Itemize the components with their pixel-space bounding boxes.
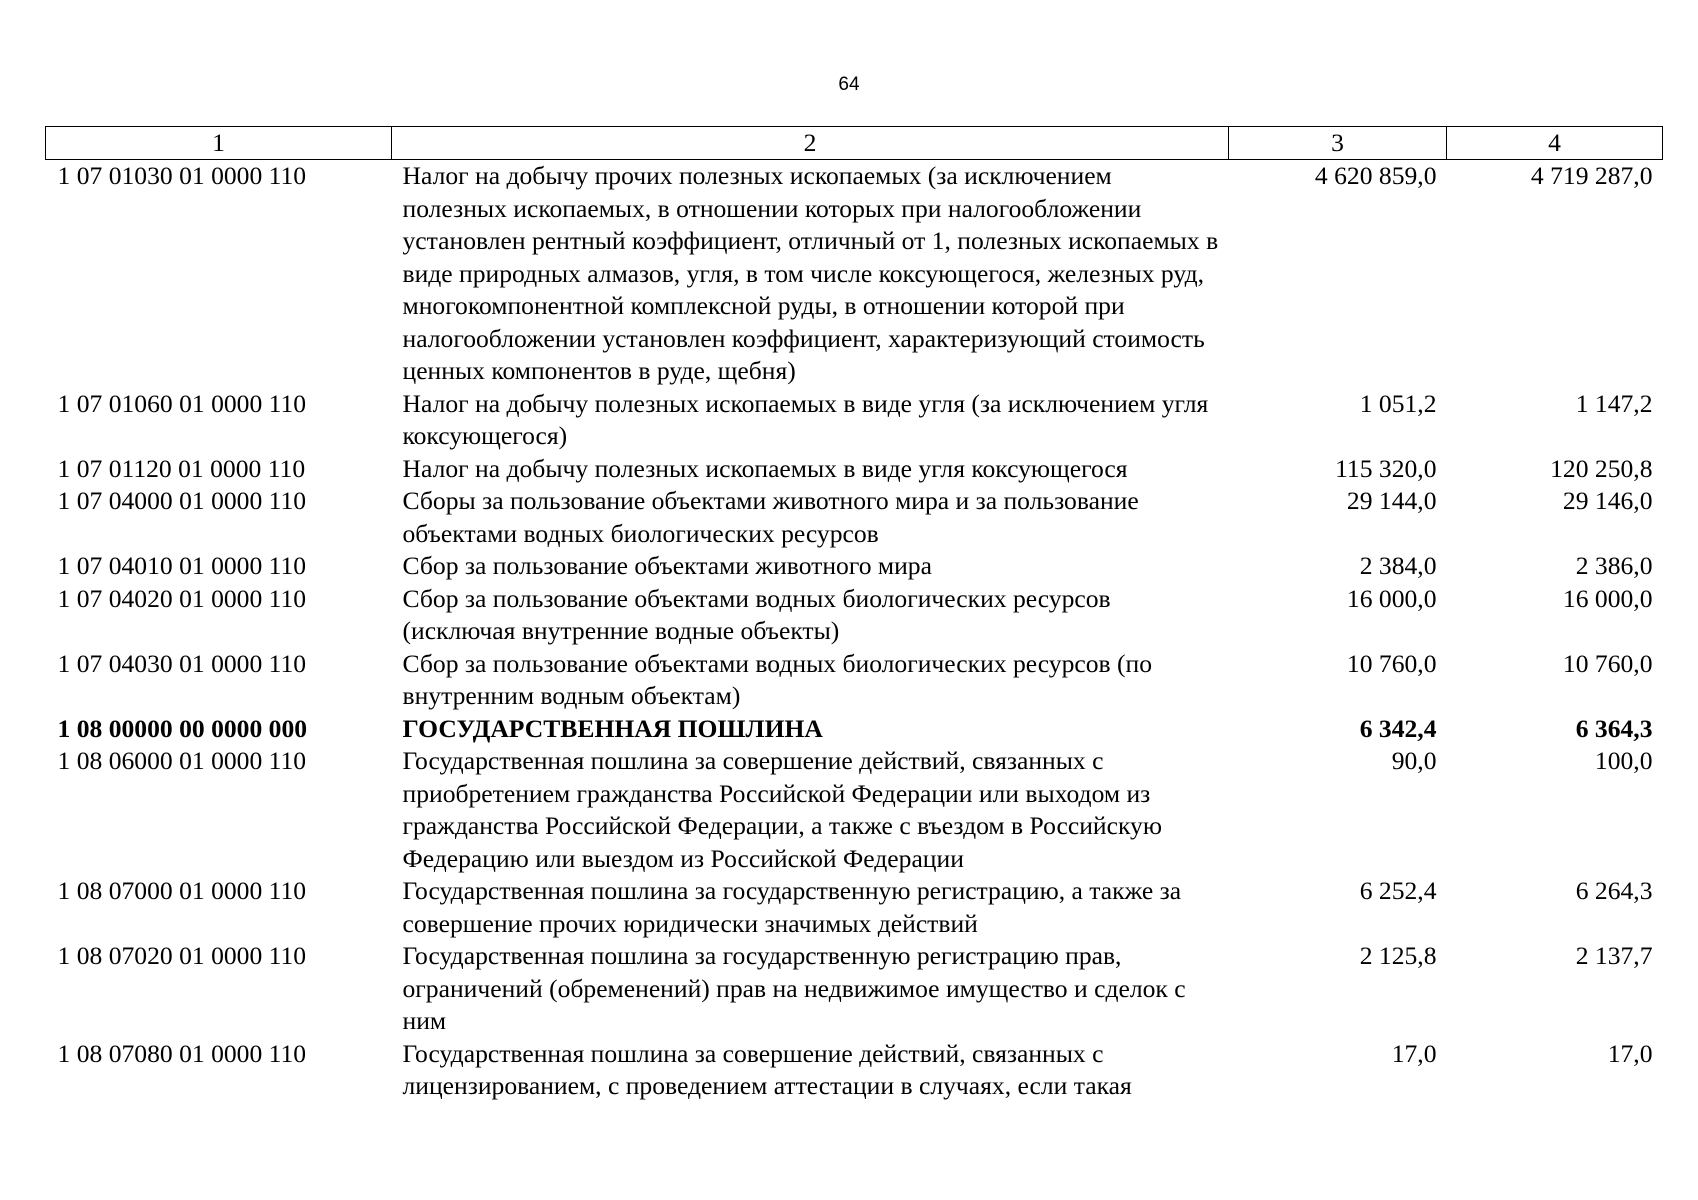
value-col-3: 90,0 bbox=[1391, 746, 1437, 775]
revenue-table bbox=[45, 126, 1663, 1103]
table-row bbox=[46, 875, 1663, 940]
value-col-3: 2 125,8 bbox=[1359, 941, 1437, 970]
revenue-name: Государственная пошлина за совершение действий, связанных с приобретением гражданства Российской Федерации или выходом из гражданства Российской Федерации, а также с въездом в Российскую Федерацию или выездом из Российской Федерации bbox=[402, 746, 1162, 873]
value-col-4: 6 264,3 bbox=[1575, 876, 1653, 905]
table-row bbox=[46, 160, 1663, 388]
header-row bbox=[46, 127, 1663, 160]
budget-code: 1 07 04010 01 0000 110 bbox=[57, 551, 307, 580]
table-row bbox=[46, 550, 1663, 583]
table-row bbox=[46, 388, 1663, 453]
value-col-4: 2 386,0 bbox=[1575, 551, 1653, 580]
header-col-4: 4 bbox=[1447, 127, 1663, 160]
value-col-4: 2 137,7 bbox=[1575, 941, 1653, 970]
table-row bbox=[46, 940, 1663, 1038]
value-col-4: 29 146,0 bbox=[1562, 486, 1653, 515]
table-header bbox=[46, 127, 1663, 160]
revenue-name: Государственная пошлина за государственную регистрацию, а также за совершение прочих юридически значимых действий bbox=[402, 876, 1182, 938]
budget-code: 1 08 07020 01 0000 110 bbox=[57, 941, 307, 970]
value-col-3: 6 342,4 bbox=[1359, 713, 1437, 743]
value-col-3: 6 252,4 bbox=[1359, 876, 1437, 905]
budget-code: 1 07 01030 01 0000 110 bbox=[57, 161, 307, 190]
value-col-3: 4 620 859,0 bbox=[1314, 161, 1437, 190]
table-row bbox=[46, 1038, 1663, 1103]
budget-code: 1 07 04000 01 0000 110 bbox=[57, 486, 307, 515]
budget-code: 1 07 04020 01 0000 110 bbox=[57, 583, 307, 613]
value-col-4: 6 364,3 bbox=[1575, 713, 1653, 743]
value-col-3: 1 051,2 bbox=[1359, 388, 1437, 418]
budget-code: 1 08 07000 01 0000 110 bbox=[57, 876, 307, 905]
revenue-name: Налог на добычу полезных ископаемых в виде угля (за исключением угля коксующегося) bbox=[402, 388, 1209, 450]
table-row bbox=[46, 453, 1663, 486]
revenue-name: ГОСУДАРСТВЕННАЯ ПОШЛИНА bbox=[402, 713, 823, 743]
value-col-4: 17,0 bbox=[1607, 1038, 1653, 1068]
budget-code: 1 07 04030 01 0000 110 bbox=[57, 648, 307, 678]
revenue-name: Сбор за пользование объектами водных биологических ресурсов (исключая внутренние водные объекты) bbox=[402, 583, 1111, 645]
value-col-3: 2 384,0 bbox=[1359, 551, 1437, 580]
value-col-4: 1 147,2 bbox=[1575, 388, 1653, 418]
table-row bbox=[46, 648, 1663, 713]
header-col-2: 2 bbox=[392, 127, 1229, 160]
value-col-3: 17,0 bbox=[1391, 1038, 1437, 1068]
page-number: 64 bbox=[838, 74, 860, 95]
budget-code: 1 07 01120 01 0000 110 bbox=[57, 453, 306, 483]
table-row-section-total bbox=[46, 713, 1663, 746]
header-col-3: 3 bbox=[1229, 127, 1447, 160]
revenue-name: Сбор за пользование объектами водных биологических ресурсов (по внутренним водным объектам) bbox=[402, 648, 1153, 710]
value-col-4: 4 719 287,0 bbox=[1530, 161, 1653, 190]
value-col-3: 10 760,0 bbox=[1346, 648, 1437, 678]
budget-code: 1 08 07080 01 0000 110 bbox=[57, 1038, 307, 1068]
budget-code: 1 08 06000 01 0000 110 bbox=[57, 746, 307, 775]
value-col-4: 10 760,0 bbox=[1562, 648, 1653, 678]
table-row bbox=[46, 485, 1663, 550]
table-row bbox=[46, 583, 1663, 648]
header-col-1: 1 bbox=[46, 127, 392, 160]
value-col-4: 16 000,0 bbox=[1562, 583, 1653, 613]
value-col-4: 100,0 bbox=[1594, 746, 1653, 775]
revenue-name: Государственная пошлина за совершение действий, связанных с лицензированием, с проведением аттестации в случаях, если такая bbox=[402, 1038, 1132, 1100]
revenue-name: Сборы за пользование объектами животного мира и за пользование объектами водных биологических ресурсов bbox=[402, 486, 1139, 548]
table-row bbox=[46, 745, 1663, 875]
budget-code: 1 08 00000 00 0000 000 bbox=[57, 713, 308, 743]
table-body bbox=[46, 160, 1663, 1103]
revenue-name: Налог на добычу полезных ископаемых в виде угля коксующегося bbox=[402, 453, 1128, 483]
value-col-3: 29 144,0 bbox=[1346, 486, 1437, 515]
value-col-4: 120 250,8 bbox=[1550, 453, 1653, 483]
revenue-name: Сбор за пользование объектами животного мира bbox=[402, 551, 932, 580]
value-col-3: 115 320,0 bbox=[1335, 453, 1437, 483]
value-col-3: 16 000,0 bbox=[1346, 583, 1437, 613]
revenue-name: Налог на добычу прочих полезных ископаемых (за исключением полезных ископаемых, в отношении которых при налогообложении установлен рентный коэффициент, отличный от 1, полезных ископаемых в виде природных алмазов, угля, в том числе коксующегося, железных руд, многокомпонентной комплексной руды, в отношении которой при налогообложении установлен коэффициент, характеризующий стоимость ценных компонентов в руде, щебня) bbox=[402, 161, 1219, 385]
budget-code: 1 07 01060 01 0000 110 bbox=[57, 388, 307, 418]
revenue-name: Государственная пошлина за государственную регистрацию прав, ограничений (обременений) прав на недвижимое имущество и сделок с ним bbox=[402, 941, 1186, 1035]
